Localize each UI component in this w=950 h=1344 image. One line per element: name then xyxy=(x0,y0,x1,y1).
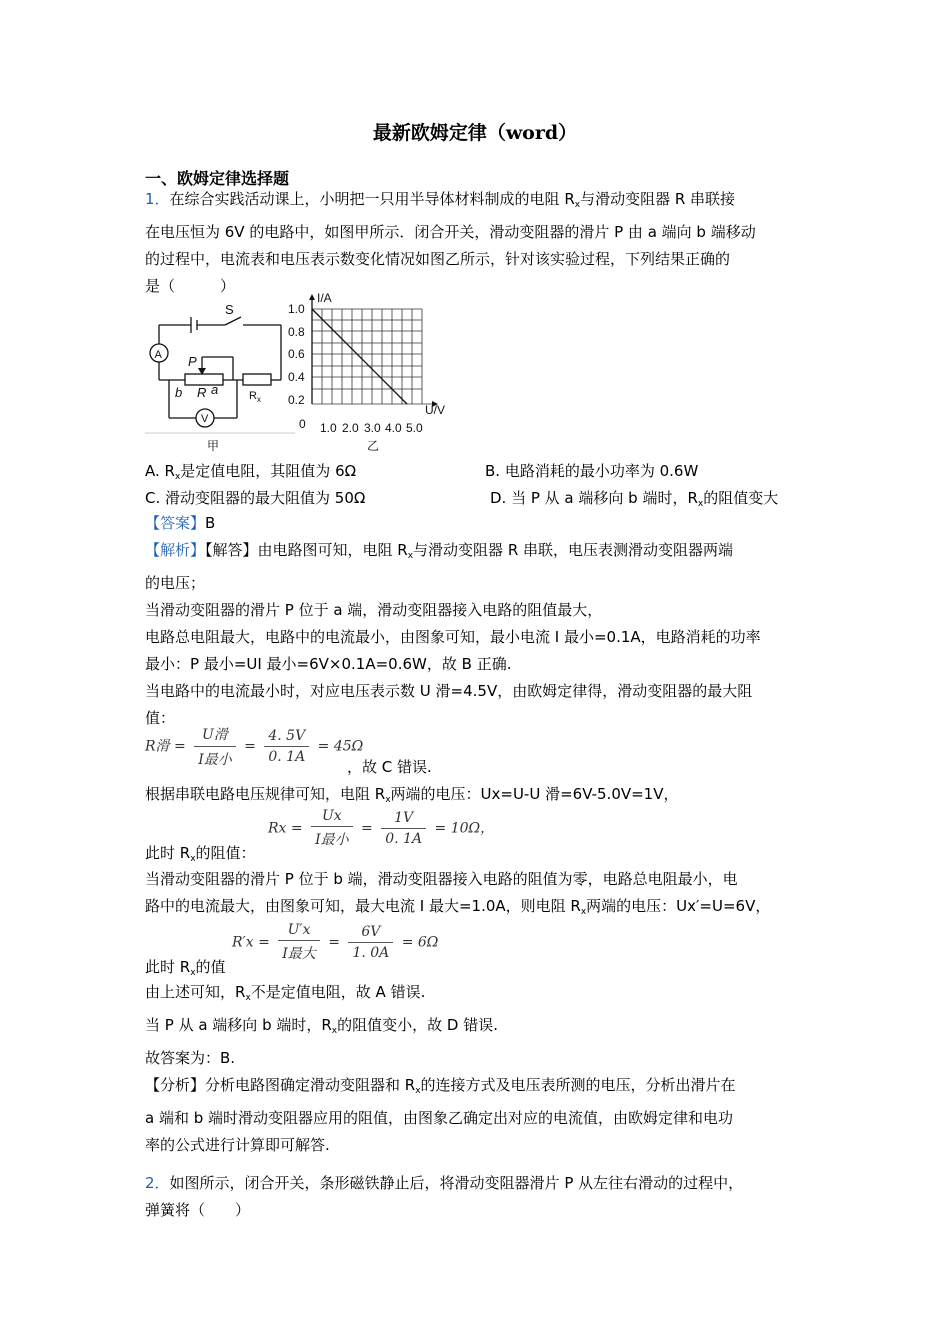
figure-label-jia: 甲 xyxy=(207,439,220,453)
formula-1: R滑 = $\frac{\text{U滑}}{\text{I最小}}$ = $\frac{4. 5V}{0. 1A}$ = 45Ω xyxy=(145,724,363,769)
analysis-line-11: 当滑动变阻器的滑片 P 位于 b 端，滑动变阻器接入电路的阻值为零，电路总电阻最小，电 xyxy=(145,870,738,888)
xtick-5: 5.0 xyxy=(406,421,423,435)
iu-graph xyxy=(282,292,454,452)
section-heading: 一、欧姆定律选择题 xyxy=(145,169,290,188)
analysis-block-2 xyxy=(145,866,810,926)
analysis-tag: 【解析】 xyxy=(145,541,206,559)
option-a[interactable]: A. $R_x$是定值电阻，其阻值为 6Ω xyxy=(145,462,357,482)
answer-line xyxy=(145,510,810,537)
q1-line1: 1．在综合实践活动课上，小明把一只用半导体材料制成的电阻 $R_x$与滑动变阻器 R 串联接 xyxy=(145,190,736,210)
circuit-diagram xyxy=(145,300,295,455)
answer-tag: 【答案】 xyxy=(145,514,206,532)
voltmeter-label: V xyxy=(201,413,209,425)
q1-number: 1． xyxy=(145,190,170,208)
xtick-3: 3.0 xyxy=(364,421,381,435)
answer-value: B xyxy=(205,514,216,532)
option-b[interactable]: B. 电路消耗的最小功率为 0.6W xyxy=(485,462,699,480)
analysis-line-13: 此时 $R_x$的值 xyxy=(145,958,226,978)
q2-stem xyxy=(145,1170,810,1224)
ytick-2: 0.8 xyxy=(288,325,305,339)
option-d[interactable]: D. 当 P 从 a 端移向 b 端时，$R_x$的阻值变大 xyxy=(490,489,779,509)
analysis-line-2: 的电压； xyxy=(145,574,206,592)
ytick-4: 0.4 xyxy=(288,370,305,384)
analysis-line-14: 由上述可知，$R_x$不是定值电阻，故 A 错误. xyxy=(145,983,426,1003)
q1-line2: 在电压恒为 6V 的电路中，如图甲所示．闭合开关，滑动变阻器的滑片 P 由 a 端向 b 端移动 xyxy=(145,223,756,241)
analysis-line-19: 率的公式进行计算即可解答. xyxy=(145,1136,330,1154)
q2-line1: 2．如图所示，闭合开关，条形磁铁静止后，将滑动变阻器滑片 P 从左往右滑动的过程中， xyxy=(145,1174,744,1192)
label-a: a xyxy=(211,382,219,397)
answer-analysis xyxy=(145,510,810,732)
label-p: P xyxy=(188,354,197,369)
ammeter-label: A xyxy=(154,349,162,361)
analysis-line-4: 电路总电阻最大，电路中的电流最小，由图象可知，最小电流 I 最小=0.1A，电路消耗的功率 xyxy=(145,628,761,646)
xtick-1: 1.0 xyxy=(320,421,337,435)
figure-label-yi: 乙 xyxy=(367,439,380,452)
analysis-line-8: ，故 C 错误. xyxy=(347,758,432,776)
analysis-line-9: 根据串联电路电压规律可知，电阻 $R_x$两端的电压：Ux=U-U 滑=6V-5.0V=1V， xyxy=(145,785,679,805)
formula-2: Rx = $\frac{Ux}{\text{I最小}}$ = $\frac{1V}{0. 1A}$ = 10Ω， xyxy=(268,808,495,848)
q1-line4: 是（ ） xyxy=(145,277,236,295)
analysis-line-18: a 端和 b 端时滑动变阻器应用的阻值，由图象乙确定出对应的电流值，由欧姆定律和电功 xyxy=(145,1109,734,1127)
analysis-line-12: 路中的电流最大，由图象可知，最大电流 I 最大=1.0A，则电阻 $R_x$两端的电压：Ux′=U=6V， xyxy=(145,897,771,917)
analysis-block-3 xyxy=(145,979,810,1159)
q2-number: 2． xyxy=(145,1174,170,1192)
ytick-5: 0.2 xyxy=(288,393,305,407)
q1-line3: 的过程中，电流表和电压表示数变化情况如图乙所示，针对该实验过程，下列结果正确的 xyxy=(145,250,731,268)
graph-xlabel: U/V xyxy=(425,403,446,417)
label-switch-s: S xyxy=(225,302,234,317)
origin-label: 0 xyxy=(299,417,306,431)
analysis-line-17: 【分析】分析电路图确定滑动变阻器和 $R_x$的连接方式及电压表所测的电压，分析出滑片在 xyxy=(145,1076,736,1096)
graph-ylabel: I/A xyxy=(317,292,332,305)
q2-line2: 弹簧将（ ） xyxy=(145,1201,251,1219)
analysis-line-15: 当 P 从 a 端移向 b 端时，$R_x$的阻值变小，故 D 错误. xyxy=(145,1016,498,1036)
analysis-line-6: 当电路中的电流最小时，对应电压表示数 U 滑=4.5V，由欧姆定律得，滑动变阻器的最大阻 xyxy=(145,682,753,700)
analysis-line-16: 故答案为：B. xyxy=(145,1049,236,1067)
label-rx: $R_x$ xyxy=(249,390,261,404)
analysis-line-5: 最小：P 最小=UI 最小=6V×0.1A=0.6W，故 B 正确. xyxy=(145,655,512,673)
analysis-line-10: 此时 $R_x$的阻值： xyxy=(145,844,256,864)
analysis-line-1: 【解析】【解答】由电路图可知，电阻 $R_x$与滑动变阻器 R 串联，电压表测滑动变阻器两端 xyxy=(145,541,734,561)
analysis-line-7: 值： xyxy=(145,709,176,727)
xtick-2: 2.0 xyxy=(342,421,359,435)
xtick-4: 4.0 xyxy=(385,421,402,435)
analysis-line-3: 当滑动变阻器的滑片 P 位于 a 端，滑动变阻器接入电路的阻值最大， xyxy=(145,601,603,619)
ytick-3: 0.6 xyxy=(288,347,305,361)
q1-stem xyxy=(145,186,810,300)
option-c[interactable]: C. 滑动变阻器的最大阻值为 50Ω xyxy=(145,489,366,507)
label-b: b xyxy=(175,385,183,400)
label-r: R xyxy=(197,385,207,400)
ytick-1: 1.0 xyxy=(288,302,305,316)
formula-3: R′x = $\frac{U'x}{\text{I最大}}$ = $\frac{6V}{1. 0A}$ = 6Ω xyxy=(232,922,439,962)
iu-line xyxy=(312,309,407,404)
page-title: 最新欧姆定律（word） xyxy=(372,122,578,144)
